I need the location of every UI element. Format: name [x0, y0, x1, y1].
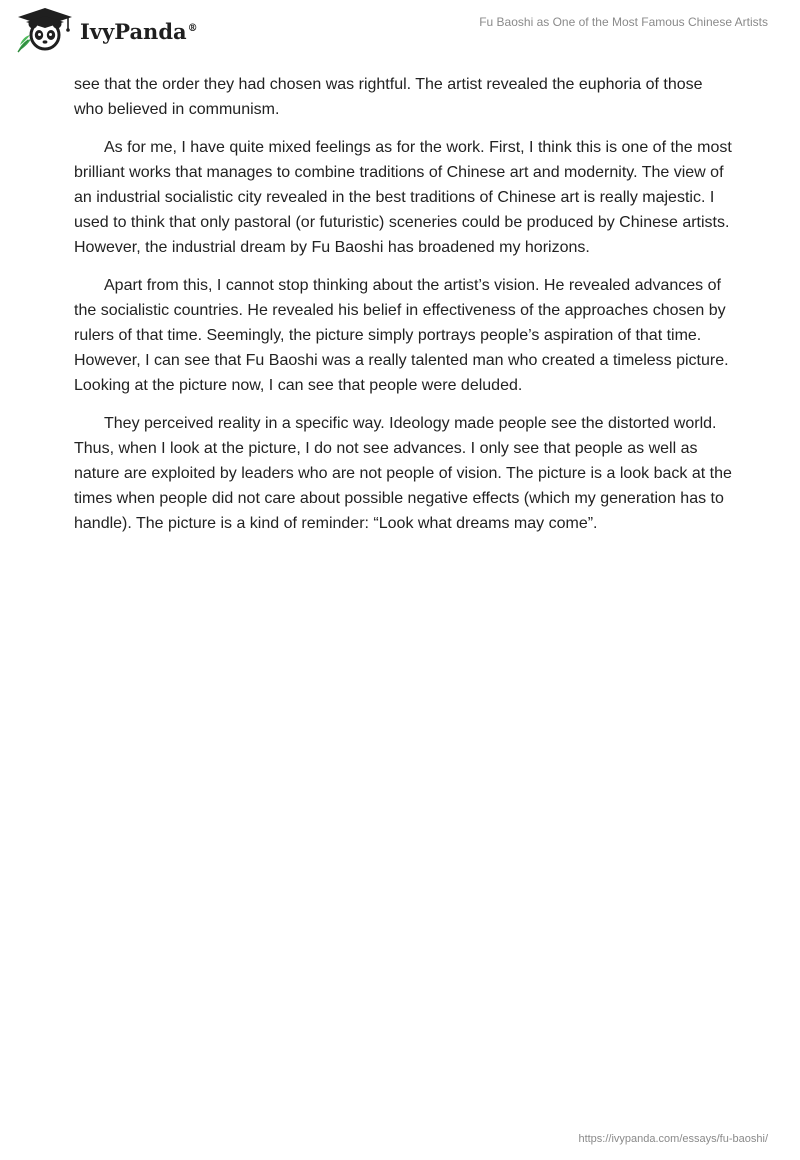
brand-name: IvyPanda® [80, 18, 198, 44]
paragraph: Apart from this, I cannot stop thinking about the artist’s vision. He revealed advances of the socialistic countries. He revealed his belief in effectiveness of the approaches chosen by rulers of that time. Seemingly, the picture simply portrays people’s aspiration of that time. However, I can see that Fu Baoshi was a really talented man who created a timeless picture. Looking at the picture now, I can see that people were deluded. [74, 277, 729, 394]
document-title: Fu Baoshi as One of the Most Famous Chinese Artists [479, 15, 768, 29]
paragraph: see that the order they had chosen was rightful. The artist revealed the euphoria of those who believed in communism. [74, 76, 703, 118]
ivypanda-logo[interactable] [14, 7, 198, 53]
paragraph: As for me, I have quite mixed feelings as for the work. First, I think this is one of the most brilliant works that manages to combine traditions of Chinese art and modernity. The view of an industrial socialistic city revealed in the best traditions of Chinese art is really majestic. I used to think that only pastoral (or futuristic) sceneries could be produced by Chinese artists. However, the industrial dream by Fu Baoshi has broadened my horizons. [74, 139, 732, 256]
paragraph: They perceived reality in a specific way. Ideology made people see the distorted world. Thus, when I look at the picture, I do not see advances. I only see that people as well as nature are exploited by leaders who are not people of vision. The picture is a look back at the times when people did not care about possible negative effects (which my generation has to handle). The picture is a kind of reminder: “Look what dreams may come”. [74, 415, 732, 532]
page-header [0, 0, 800, 60]
panda-graduation-cap-icon [14, 7, 76, 53]
source-url-link[interactable]: https://ivypanda.com/essays/fu-baoshi/ [578, 1133, 768, 1145]
registered-mark: ® [187, 22, 198, 34]
essay-body [74, 72, 734, 549]
